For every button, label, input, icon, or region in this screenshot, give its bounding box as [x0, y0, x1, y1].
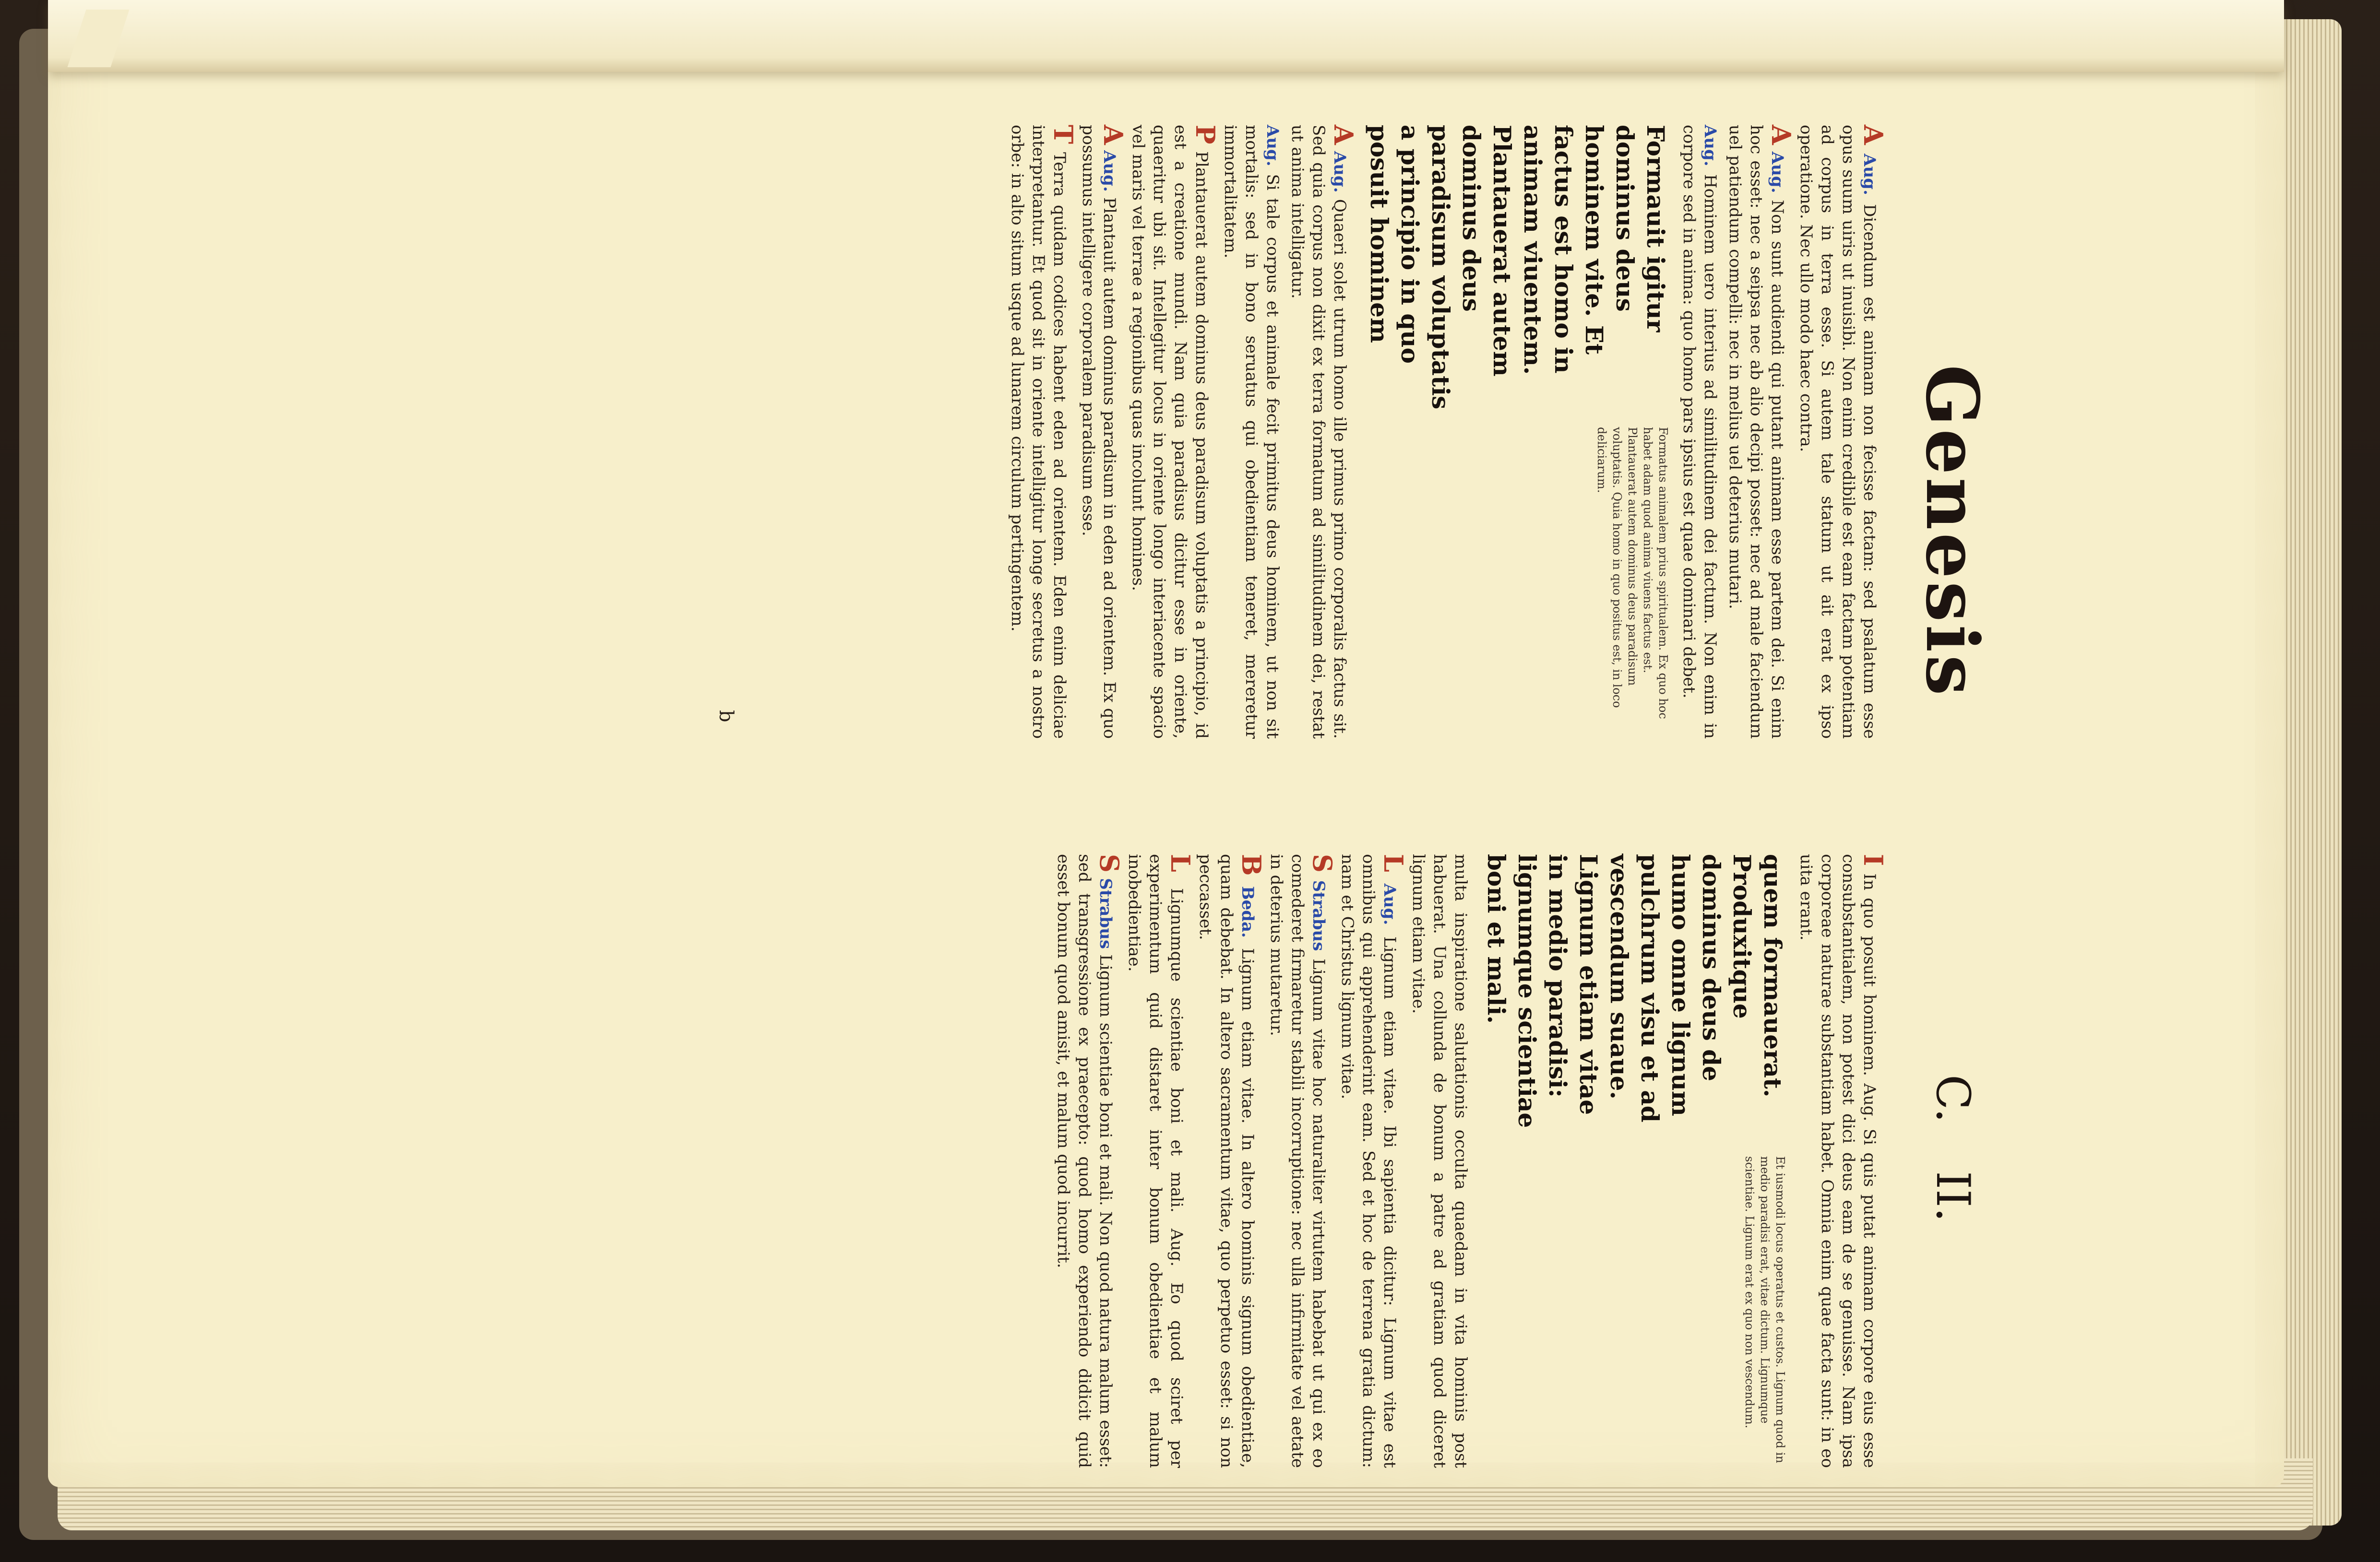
- initial-capital: I: [1858, 854, 1889, 866]
- interlinear-gloss: Et iusmodi locus operatus et custos. Lignum quod in medio paradisi erat, vitae dictum. Lignumque scientiae. Lignum erat ex quo non vescendum.: [1743, 1156, 1787, 1463]
- initial-capital: S: [1307, 854, 1338, 873]
- chapter-heading: [1926, 1075, 1980, 1255]
- initial-capital: A: [1858, 125, 1889, 145]
- paragraph-text: Plantauerat autem dominus deus paradisum voluptatis a principio, id est a creatione mundi. Nam quia paradisus dicitur esse in oriente, quaeritur ubi sit. Intellegitur locus in oriente longo interiacente spacio vel maris vel terrae a regionibus quas incolunt homines.: [1129, 125, 1211, 739]
- source-label: Strabus: [1309, 880, 1328, 951]
- paragraph-text: Si tale corpus et animale fecit primitus deus hominem, ut non sit mortalis: sed in bono seruatus qui obedientiam teneret, mereretur immortalitatem.: [1221, 125, 1282, 739]
- paragraph-text: Lignum vitae hoc naturaliter virtutem habebat ut qui ex eo comederet firmaretur stabili incorruptione: nec ulla infirmitate vel aetate in deterius mutaretur.: [1267, 854, 1328, 1468]
- commentary-paragraph: [1796, 125, 1889, 739]
- paragraph-text: Terra quidam codices habent eden ad orientem. Eden enim deliciae interpretantur. Et quod sit in oriente intelligitur longe secretus a nostro orbe: in alto situm usque ad lunarem circulum pertingentem.: [1008, 125, 1069, 739]
- initial-capital: B: [1236, 854, 1267, 876]
- paragraph-text: Plantauit autem dominus paradisum in eden ad orientem. Ex quo possumus intelligere corporalem paradisum esse.: [1079, 125, 1119, 739]
- initial-capital: A: [1766, 125, 1797, 145]
- biblical-verse: quem formauerat. Produxitque dominus deus de humo omne lignum pulchrum visu et ad vescendum suaue. Lignum etiam vitae in medio paradisi: lignumque scientiae boni et mali.: [1482, 854, 1787, 1128]
- running-header: [1898, 125, 2009, 1545]
- source-label: Aug.: [1380, 883, 1399, 925]
- commentary-paragraph: [1725, 125, 1797, 739]
- chapter-label: C.: [1926, 1075, 1980, 1123]
- source-label: Aug.: [1860, 154, 1879, 195]
- initial-capital: S: [1094, 854, 1125, 873]
- initial-capital: P: [1190, 125, 1221, 144]
- initial-capital: T: [1048, 125, 1079, 144]
- biblical-text: [1364, 125, 1671, 413]
- paragraph-text: Lignum etiam vitae. Ibi sapientia dicitur: Lignum vitae est omnibus qui apprehenderint eam. Sed et hoc de terrena gratia dictum: nam et Christus lignum vitae.: [1338, 854, 1399, 1468]
- folded-corner: [68, 10, 130, 67]
- paragraph-text: Hominem uero interius ad similitudinem dei factum. Non enim in corpore sed in anima: quo homo pars ipsius est quae dominari debet.: [1679, 125, 1720, 739]
- biblical-text-box: [1364, 125, 1671, 739]
- commentary-paragraph: [1053, 854, 1125, 1468]
- source-label: Aug.: [1330, 151, 1349, 193]
- commentary-paragraph: [1287, 125, 1359, 739]
- commentary-paragraph: [1337, 854, 1409, 1468]
- source-label: Aug.: [1701, 125, 1720, 166]
- initial-capital: A: [1328, 125, 1359, 145]
- source-label: Aug.: [1768, 151, 1787, 193]
- chapter-number: II.: [1926, 1171, 1980, 1222]
- initial-capital: L: [1165, 854, 1196, 872]
- right-text-column: [636, 854, 1889, 1468]
- signature-mark: b: [715, 710, 737, 722]
- biblical-text-box: [1481, 854, 1788, 1468]
- running-title: Genesis: [1910, 365, 1994, 698]
- paragraph-text: Lignumque scientiae boni et mali. Aug. Eo quod sciret per experimentum quid distaret inter bonum obedientiae et malum inobedientiae.: [1125, 854, 1186, 1468]
- source-label: Aug.: [1100, 150, 1119, 192]
- commentary-paragraph: [1408, 854, 1471, 1468]
- right-page-edges: [2274, 19, 2342, 1526]
- paragraph-text: Quaeri solet utrum homo ille primus primo corporalis factus sit. Sed quia corpus non dixit ex terra formatum ad similitudinem dei, restat ut anima intelligatur.: [1288, 125, 1349, 739]
- paragraph-text: Lignum scientiae boni et mali. Non quod natura malum esset: sed transgressione ex praecepto: quod homo experiendo didicit quid esset bonum quod amisit, et malum quod incurrit.: [1054, 854, 1115, 1468]
- initial-capital: L: [1378, 854, 1409, 872]
- commentary-paragraph: [1007, 125, 1079, 739]
- paragraph-text: multa inspiratione salutationis occulta quaedam in vita hominis post habuerat. Una collunda de bonum a patre ad gratiam quod diceret lignum etiam vitae.: [1409, 854, 1470, 1468]
- commentary-paragraph: [1678, 125, 1721, 739]
- paragraph-text: Lignum etiam vitae. In altero hominis signum obedientiae, quam debebat. In altero sacramentum vitae, quo perpetuo esset: si non peccasset.: [1196, 854, 1257, 1468]
- page-text-area: [446, 125, 2009, 1545]
- commentary-paragraph: [1195, 854, 1267, 1468]
- left-text-column: [636, 125, 1889, 739]
- paragraph-text: Dicendum est animam non fecisse factam: sed psalatum esse opus suum uiris ut inuisibi. Non enim credibile est eam factam potentiam ad corpus in terra esse. Si autem tale statum ut ait erat ex ipso operatione. Nec ullo modo haec contra.: [1797, 125, 1879, 739]
- interlinear-gloss: Formatus animalem prius spiritualem. Ex quo hoc habet adam quod anima viuens factus est. Plantauerat autem dominus deus paradisum voluptatis. Quia homo in quo positus est, in loco deliciarum.: [1595, 427, 1670, 719]
- rotated-page-content: [446, 0, 2009, 1562]
- source-label: Aug.: [1263, 125, 1282, 166]
- commentary-paragraph: [1124, 854, 1196, 1468]
- biblical-heading: Formauit igitur dominus deus hominem: [1580, 125, 1670, 332]
- initial-capital: A: [1098, 125, 1129, 145]
- biblical-verse: vite. Et factus est homo in animam viuentem. Plantauerat autem dominus deus paradisum voluptatis a principio in quo posuit hominem: [1365, 125, 1608, 410]
- commentary-paragraph: [1078, 125, 1129, 739]
- commentary-paragraph: [1266, 854, 1338, 1468]
- source-label: Strabus: [1096, 878, 1115, 949]
- commentary-paragraph: [1796, 854, 1889, 1468]
- paragraph-text: In quo posuit hominem. Aug. Si quis putat animam corpore eius esse consubstantialem, non potest dici deus eam de se genuisse. Nam ipsa corporeae naturae substantiam habet. Omnia enim quae facta sunt: in eo uita erant.: [1797, 854, 1879, 1468]
- commentary-paragraph: [1220, 125, 1283, 739]
- source-label: Beda.: [1238, 886, 1257, 938]
- commentary-paragraph: [1128, 125, 1221, 739]
- paragraph-text: Non sunt audiendi qui putant animam esse partem dei. Si enim hoc esset: nec a seipsa nec ab alio decipi posset: nec ad male faciendum uel patiendum compelli: nec in melius uel deterius mutari.: [1726, 125, 1787, 739]
